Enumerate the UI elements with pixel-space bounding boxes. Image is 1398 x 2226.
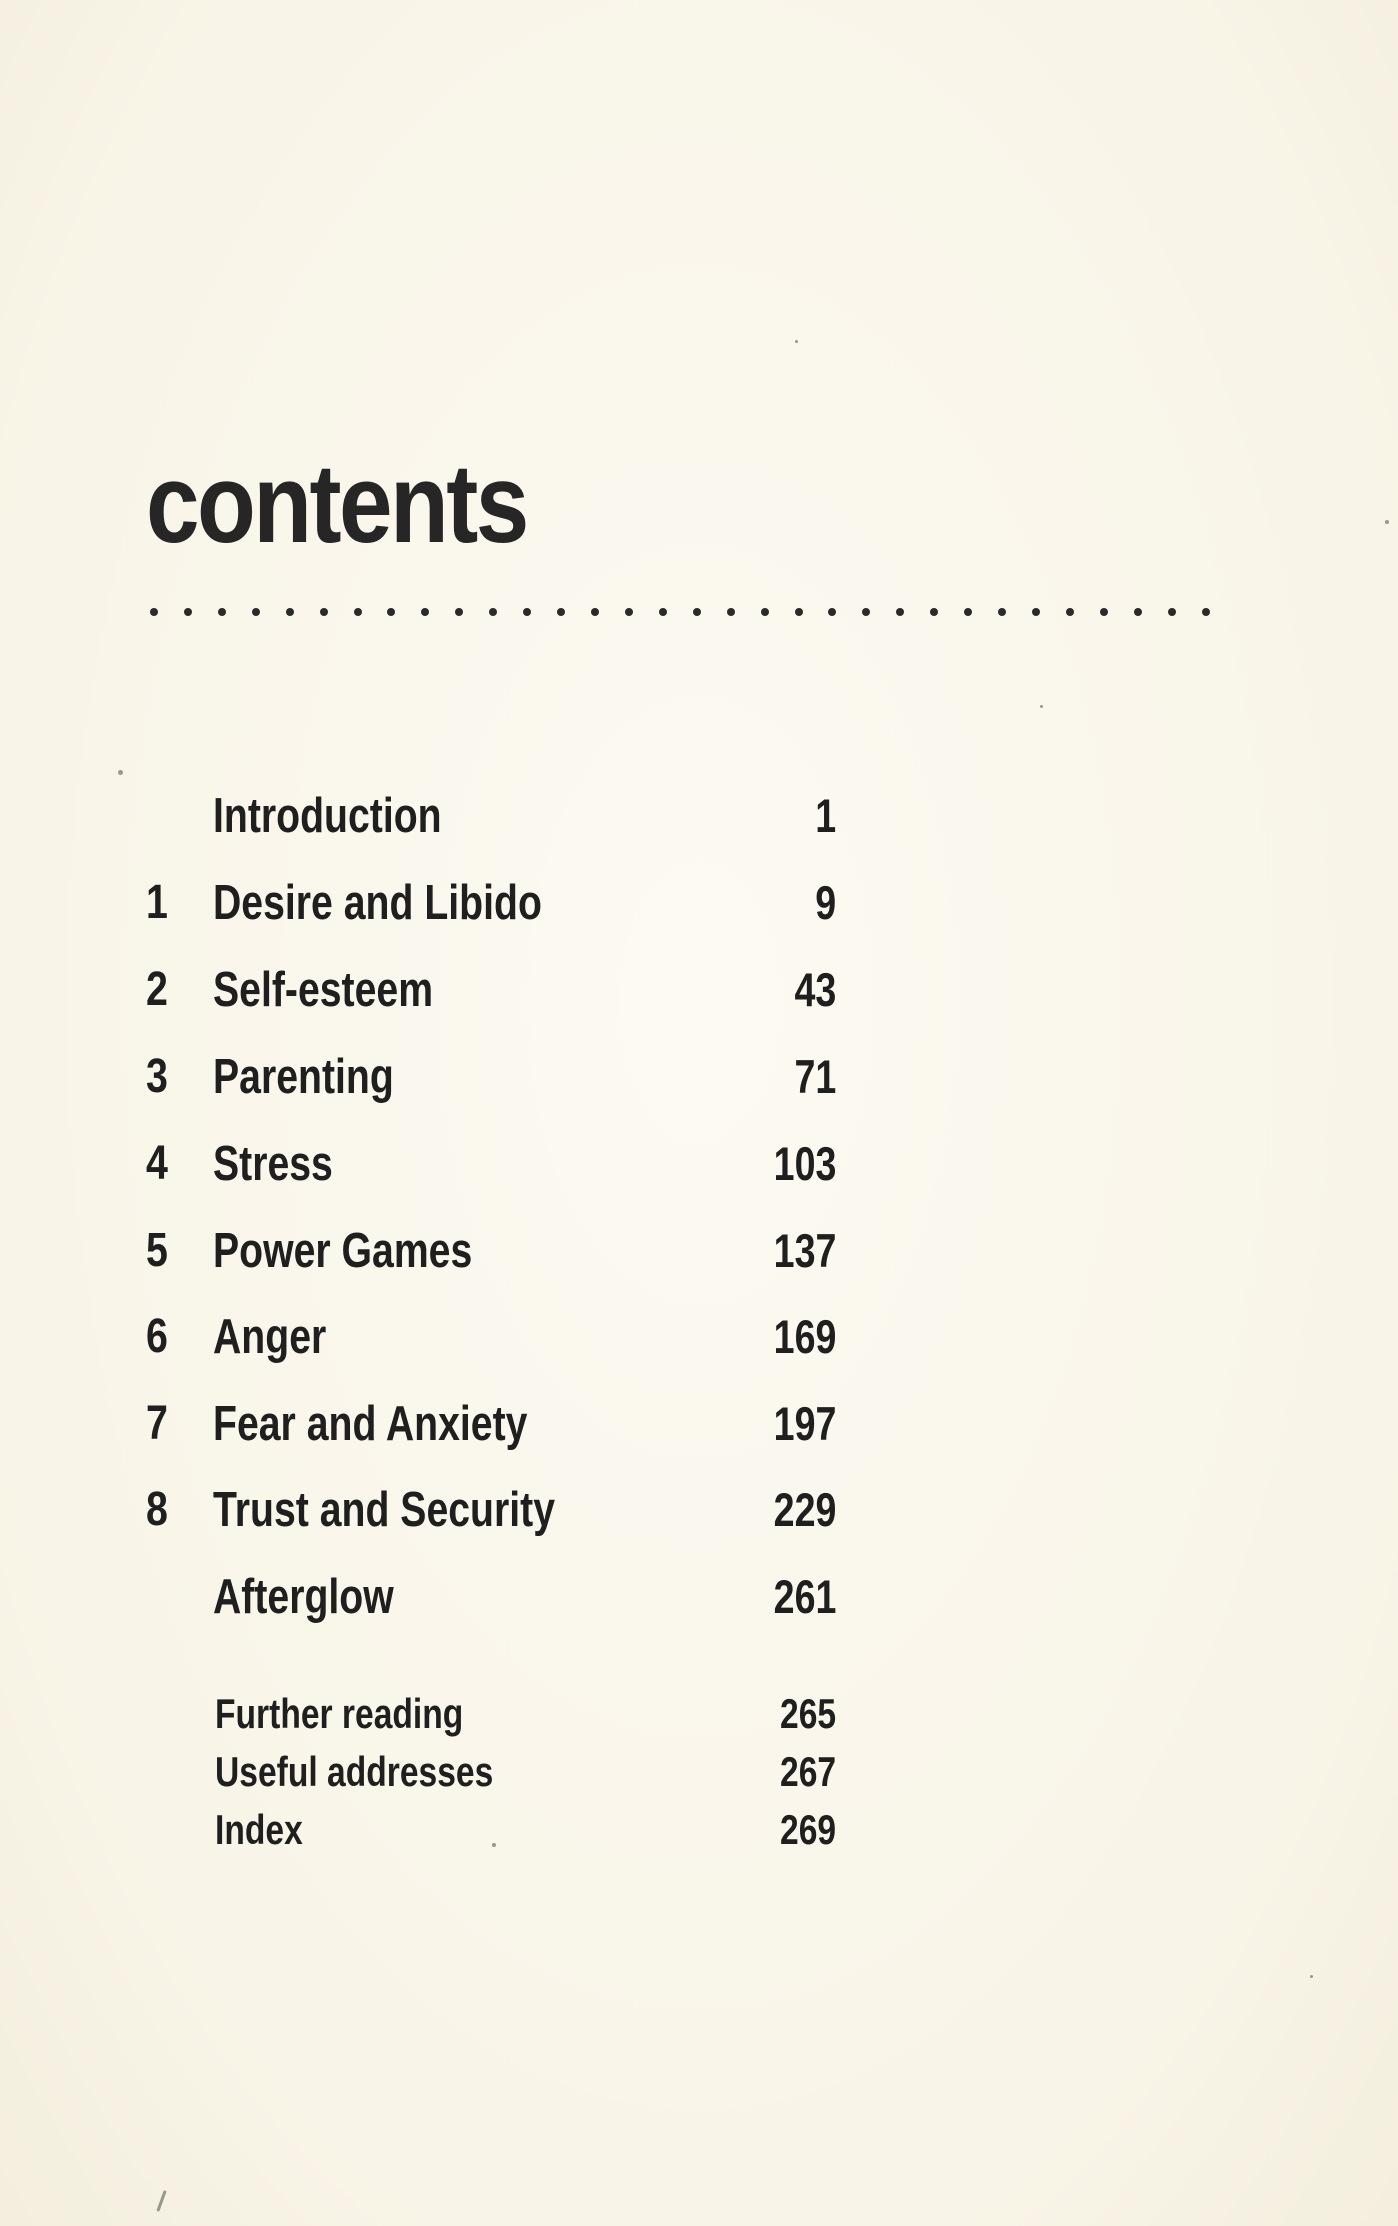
chapter-title: Desire and Libido <box>213 876 542 930</box>
divider-dot <box>252 608 260 616</box>
page-number: 229 <box>773 1483 836 1536</box>
divider-dot <box>625 608 633 616</box>
toc-entry-chapter-6[interactable] <box>0 1306 1398 1368</box>
divider-dot <box>896 608 904 616</box>
page-number: 9 <box>815 876 836 929</box>
divider-dot <box>828 608 836 616</box>
toc-entry-afterglow[interactable] <box>0 1566 1398 1628</box>
paper-speck <box>1385 520 1389 524</box>
page-number: 169 <box>773 1310 836 1363</box>
divider-dot <box>286 608 294 616</box>
toc-entry-further-reading[interactable] <box>0 1688 1398 1740</box>
page-number: 43 <box>794 963 836 1016</box>
divider-dot <box>930 608 938 616</box>
divider-dot <box>1202 608 1210 616</box>
page-number: 103 <box>773 1137 836 1190</box>
divider-dot <box>727 608 735 616</box>
chapter-number: 5 <box>146 1224 168 1277</box>
chapter-number: 6 <box>146 1310 168 1363</box>
page-number: 71 <box>794 1050 836 1103</box>
divider-dot <box>387 608 395 616</box>
divider-dot <box>320 608 328 616</box>
chapter-title: Stress <box>213 1137 333 1191</box>
divider-dot <box>1168 608 1176 616</box>
chapter-title: Parenting <box>213 1050 394 1104</box>
divider-dot <box>455 608 463 616</box>
paper-speck <box>1310 1975 1313 1978</box>
toc-entry-chapter-7[interactable] <box>0 1393 1398 1455</box>
page-number: 197 <box>773 1397 836 1450</box>
chapter-number: 7 <box>146 1397 168 1450</box>
chapter-number: 4 <box>146 1137 168 1190</box>
divider-dot <box>1134 608 1142 616</box>
toc-entry-chapter-8[interactable] <box>0 1479 1398 1541</box>
chapter-title: Fear and Anxiety <box>213 1397 528 1451</box>
chapter-number: 8 <box>146 1483 168 1536</box>
chapter-number: 1 <box>146 876 168 929</box>
page-title: contents <box>146 441 527 566</box>
chapter-title: Introduction <box>213 789 442 843</box>
toc-entry-chapter-2[interactable] <box>0 959 1398 1021</box>
divider-dot <box>761 608 769 616</box>
divider-dot <box>489 608 497 616</box>
divider-dot <box>184 608 192 616</box>
divider-dot <box>862 608 870 616</box>
paper-speck <box>492 1843 496 1847</box>
divider-dot <box>1032 608 1040 616</box>
toc-entry-useful-addresses[interactable] <box>0 1746 1398 1798</box>
divider-dot <box>591 608 599 616</box>
divider-dot <box>421 608 429 616</box>
divider-dot <box>150 608 158 616</box>
page-number: 137 <box>773 1224 836 1277</box>
back-matter-title: Further reading <box>215 1690 464 1737</box>
back-matter-title: Index <box>215 1806 303 1853</box>
divider-dot <box>557 608 565 616</box>
chapter-number: 3 <box>146 1050 168 1103</box>
divider-dot <box>659 608 667 616</box>
page-number: 265 <box>779 1690 836 1737</box>
chapter-title: Afterglow <box>213 1570 394 1624</box>
page-number: 261 <box>773 1570 836 1623</box>
divider-dot <box>964 608 972 616</box>
toc-entry-chapter-5[interactable] <box>0 1220 1398 1282</box>
chapter-title: Trust and Security <box>213 1483 556 1537</box>
toc-entry-index[interactable] <box>0 1804 1398 1856</box>
dotted-rule-divider <box>150 605 1210 619</box>
page-number: 269 <box>779 1806 836 1853</box>
divider-dot <box>998 608 1006 616</box>
paper-speck <box>795 340 798 343</box>
divider-dot <box>523 608 531 616</box>
chapter-title: Power Games <box>213 1224 473 1278</box>
paper-speck <box>1040 705 1043 708</box>
chapter-number: 2 <box>146 963 168 1016</box>
toc-entry-chapter-1[interactable] <box>0 872 1398 934</box>
back-matter-title: Useful addresses <box>215 1748 494 1795</box>
divider-dot <box>1100 608 1108 616</box>
toc-entry-chapter-4[interactable] <box>0 1133 1398 1195</box>
toc-entry-chapter-3[interactable] <box>0 1046 1398 1108</box>
divider-dot <box>795 608 803 616</box>
divider-dot <box>693 608 701 616</box>
chapter-title: Self-esteem <box>213 963 434 1017</box>
paper-mark <box>156 2190 166 2212</box>
page-number: 267 <box>779 1748 836 1795</box>
divider-dot <box>218 608 226 616</box>
divider-dot <box>354 608 362 616</box>
chapter-title: Anger <box>213 1310 327 1364</box>
toc-entry-introduction[interactable] <box>0 785 1398 847</box>
page-number: 1 <box>815 789 836 842</box>
paper-speck <box>118 770 123 775</box>
divider-dot <box>1066 608 1074 616</box>
